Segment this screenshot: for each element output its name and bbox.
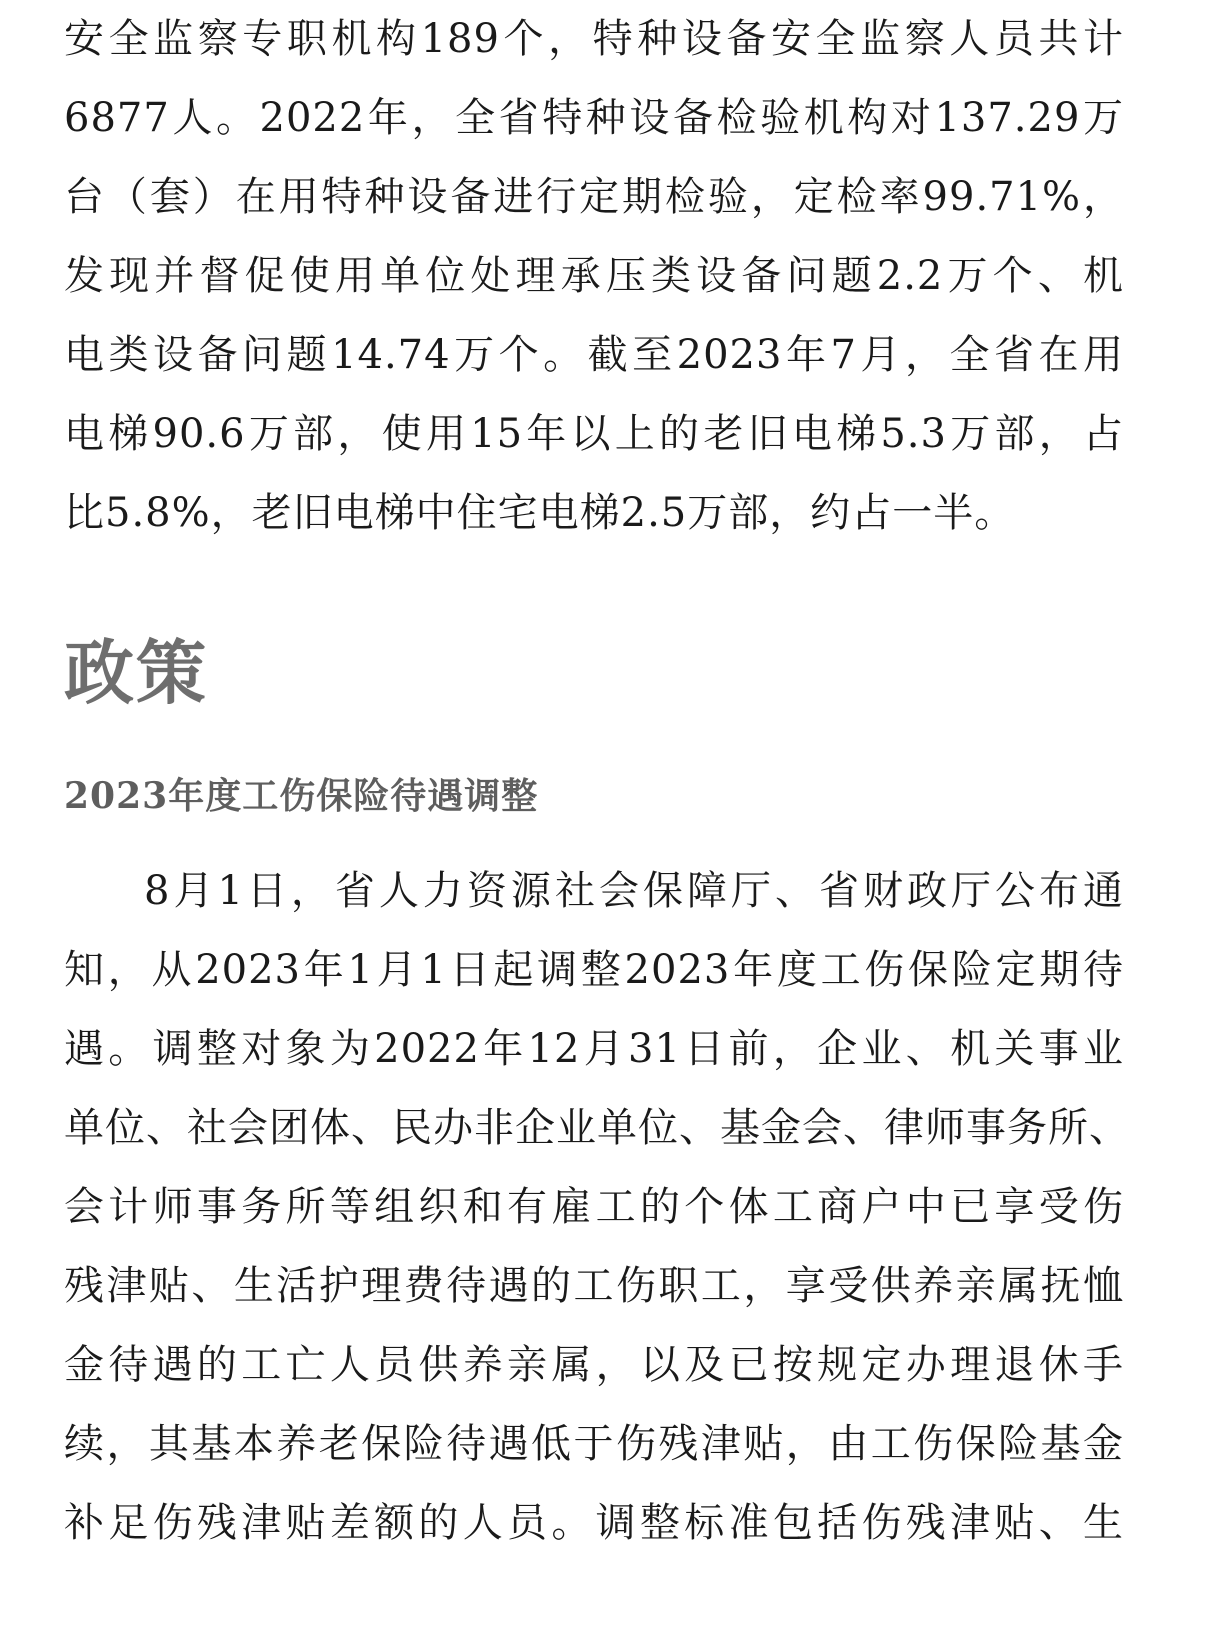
article-body [64,852,1130,1563]
paragraph-line: 单位、社会团体、民办非企业单位、基金会、律师事务所、 [64,1105,1130,1151]
paragraph-line: 补足伤残津贴差额的人员。调整标准包括伤残津贴、生 [64,1500,1124,1546]
paragraph-line: 台（套）在用特种设备进行定期检验，定检率99.71%， [64,174,1124,220]
paragraph-line: 知，从2023年1月1日起调整2023年度工伤保险定期待 [64,947,1124,993]
paragraph-line: 残津贴、生活护理费待遇的工伤职工，享受供养亲属抚恤 [64,1263,1124,1309]
article-title: 2023年度工伤保险待遇调整 [64,775,539,817]
paragraph-line: 续，其基本养老保险待遇低于伤残津贴，由工伤保险基金 [64,1421,1124,1467]
paragraph-line: 遇。调整对象为2022年12月31日前，企业、机关事业 [64,1026,1124,1072]
paragraph-line: 6877人。2022年，全省特种设备检验机构对137.29万 [64,95,1124,141]
paragraph-line: 8月1日，省人力资源社会保障厅、省财政厅公布通 [144,868,1124,914]
paragraph-line: 金待遇的工亡人员供养亲属，以及已按规定办理退休手 [64,1342,1124,1388]
section-heading: 政策 [64,632,208,714]
paragraph-line: 发现并督促使用单位处理承压类设备问题2.2万个、机 [64,253,1124,299]
paragraph-line: 比5.8%，老旧电梯中住宅电梯2.5万部，约占一半。 [64,490,1016,536]
paragraph-line: 安全监察专职机构189个，特种设备安全监察人员共计 [64,16,1124,62]
paragraph-line: 电类设备问题14.74万个。截至2023年7月，全省在用 [64,332,1124,378]
paragraph-line: 会计师事务所等组织和有雇工的个体工商户中已享受伤 [64,1184,1124,1230]
intro-paragraph [64,0,1124,553]
paragraph-line: 电梯90.6万部，使用15年以上的老旧电梯5.3万部，占 [64,411,1124,457]
